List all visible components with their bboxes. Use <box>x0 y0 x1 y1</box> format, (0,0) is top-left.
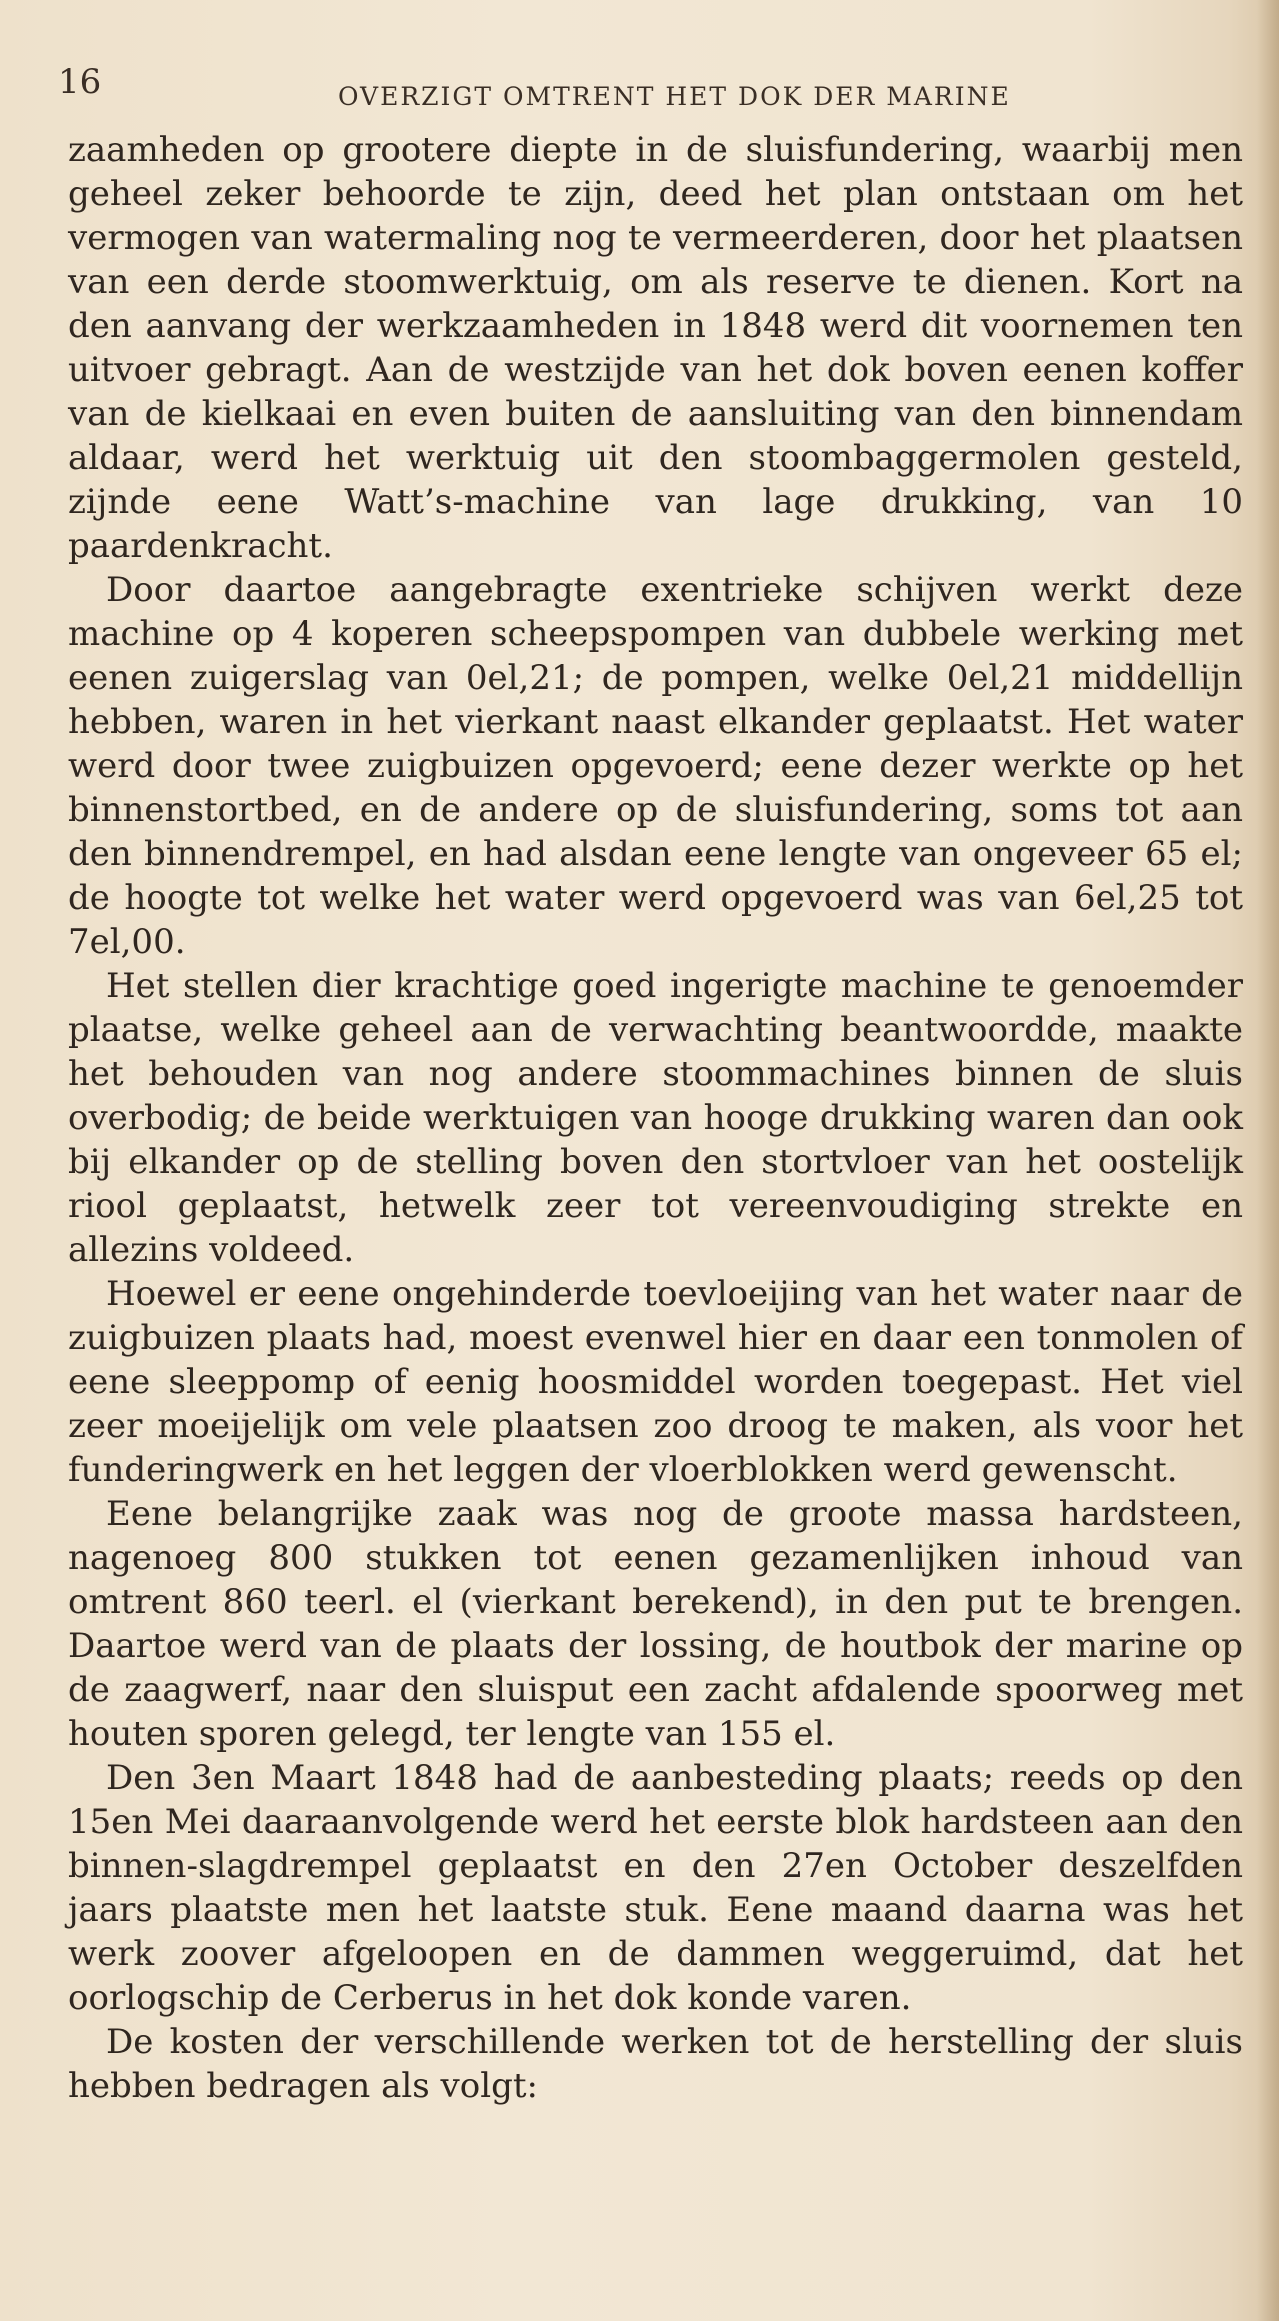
paragraph-3: Het stellen dier krachtige goed ingerigte machine te genoemder plaatse, welke geheel aan de verwachting beantwoordde, maakte het behouden van nog andere stoommachines binnen de sluis overbodig; de beide werktuigen van hooge drukking waren dan ook bij elkander op de stelling boven den stortvloer van het oostelijk riool geplaatst, hetwelk zeer tot vereenvoudiging strekte en allezins voldeed. <box>68 966 1243 1270</box>
paragraph-2: Door daartoe aangebragte exentrieke schijven werkt deze machine op 4 koperen scheepspompen van dubbele werking met eenen zuigerslag van 0el,21; de pompen, welke 0el,21 middellijn hebben, waren in het vierkant naast elkander geplaatst. Het water werd door twee zuigbuizen opgevoerd; eene dezer werkte op het binnenstortbed, en de andere op de sluisfundering, soms tot aan den binnendrempel, en had alsdan eene lengte van ongeveer 65 el; de hoogte tot welke het water werd opgevoerd was van 6el,25 tot 7el,00. <box>68 570 1243 962</box>
page-edge-shadow <box>1257 0 1279 2321</box>
paragraph-6: Den 3en Maart 1848 had de aanbesteding plaats; reeds op den 15en Mei daaraanvolgende werd het eerste blok hardsteen aan den binnen-slagdrempel geplaatst en den 27en October deszelfden jaars plaatste men het laatste stuk. Eene maand daarna was het werk zoover afgeloopen en de dammen weggeruimd, dat het oorlogschip de Cerberus in het dok konde varen. <box>68 1758 1243 2018</box>
page-header <box>58 62 1248 122</box>
running-head: OVERZIGT OMTRENT HET DOK DER MARINE <box>338 82 1011 111</box>
page-number: 16 <box>58 62 102 102</box>
paragraph-5: Eene belangrijke zaak was nog de groote massa hardsteen, nagenoeg 800 stukken tot eenen gezamenlijken inhoud van omtrent 860 teerl. el (vierkant berekend), in den put te brengen. Daartoe werd van de plaats der lossing, de houtbok der marine op de zaagwerf, naar den sluisput een zacht afdalende spoorweg met houten sporen gelegd, ter lengte van 155 el. <box>68 1494 1243 1754</box>
paragraph-1: zaamheden op grootere diepte in de sluisfundering, waarbij men geheel zeker behoorde te zijn, deed het plan ontstaan om het vermogen van watermaling nog te vermeerderen, door het plaatsen van een derde stoomwerktuig, om als reserve te dienen. Kort na den aanvang der werkzaamheden in 1848 werd dit voornemen ten uitvoer gebragt. Aan de westzijde van het dok boven eenen koffer van de kielkaai en even buiten de aansluiting van den binnendam aldaar, werd het werktuig uit den stoombaggermolen gesteld, zijnde eene Watt’s-machine van lage drukking, van 10 paardenkracht. <box>68 130 1243 566</box>
body-text <box>68 128 1243 2108</box>
paragraph-7: De kosten der verschillende werken tot de herstelling der sluis hebben bedragen als volgt: <box>68 2022 1243 2106</box>
paragraph-4: Hoewel er eene ongehinderde toevloeijing van het water naar de zuigbuizen plaats had, moest evenwel hier en daar een tonmolen of eene sleeppomp of eenig hoosmiddel worden toegepast. Het viel zeer moeijelijk om vele plaatsen zoo droog te maken, als voor het funderingwerk en het leggen der vloerblokken werd gewenscht. <box>68 1274 1243 1490</box>
